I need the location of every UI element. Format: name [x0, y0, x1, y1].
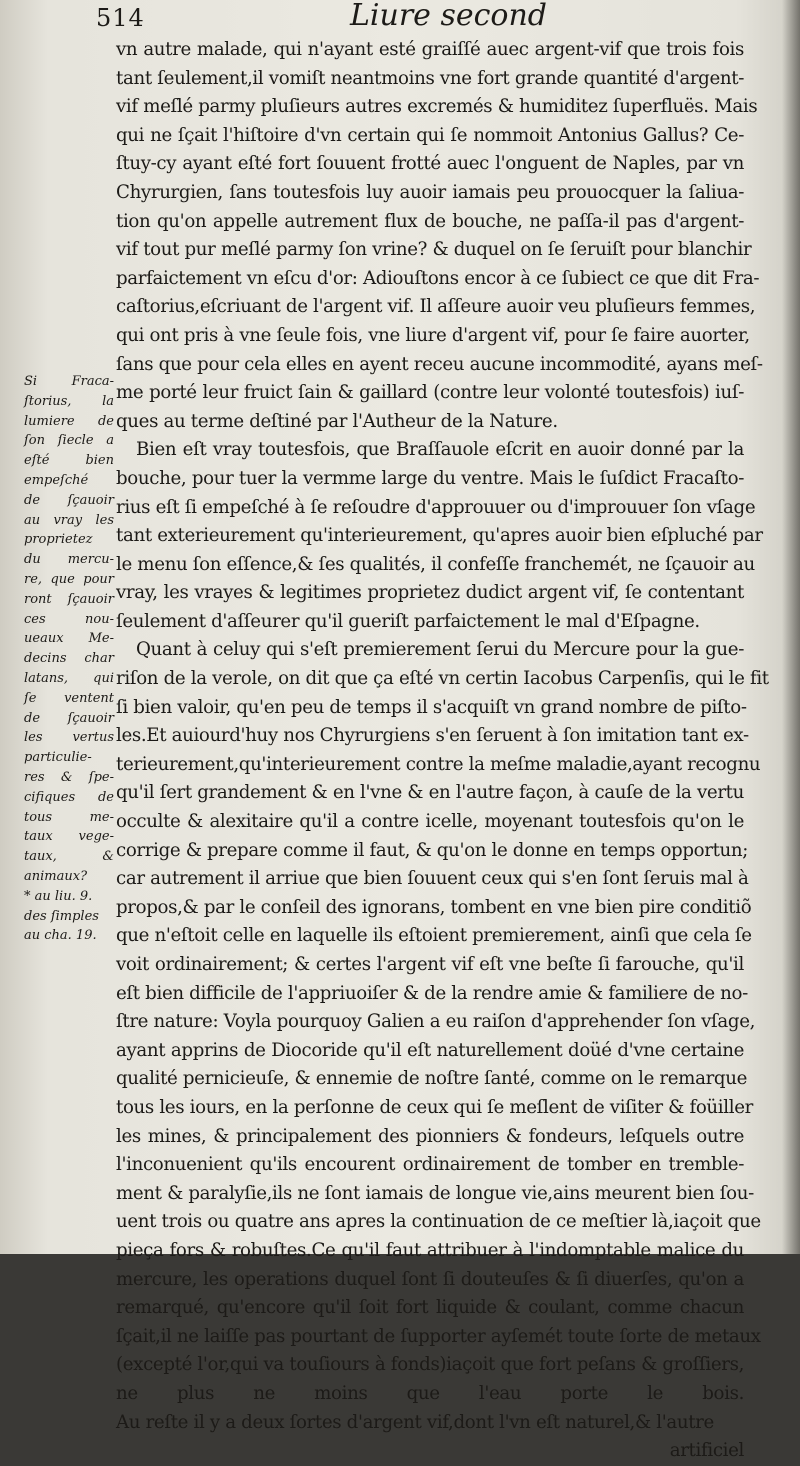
body-line: ſi bien valoir, qu'en peu de temps il s'acquiſt vn grand nombre de piſto- [116, 696, 747, 718]
body-line: ſans que pour cela elles en ayent receu aucune incommodité, ayans meſ- [116, 353, 763, 375]
body-line: vif tout pur meſlé parmy ſon vrine? & duquel on ſe ſeruiſt pour blanchir [116, 239, 752, 261]
body-line: ſtre nature: Voyla pourquoy Galien a eu raiſon d'apprehender ſon vſage, [116, 1011, 756, 1033]
body-line: eſt bien difficile de l'appriuoiſer & de la rendre amie & familiere de no- [116, 982, 748, 1004]
margin-note-line: decins char [24, 651, 114, 667]
margin-note-line: au cha. 19. [24, 928, 97, 944]
body-line: riſon de la verole, on dit que ça eſté vn certin Iacobus Carpenſis, qui le fit [116, 668, 769, 690]
margin-note-line: Si Fraca- [24, 374, 114, 389]
body-line: mercure, les operations duquel ſont ſi douteuſes & ſi diuerſes, qu'on a [116, 1268, 744, 1290]
margin-note-line: des ſimples [24, 908, 99, 924]
margin-note-line: * au liu. 9. [24, 888, 93, 904]
margin-note-line: taux vege- [24, 829, 114, 845]
margin-note-line: res & ſpe- [24, 769, 114, 785]
body-line: rius eſt ſi empeſché à ſe reſoudre d'approuuer ou d'improuuer ſon vſage [116, 496, 756, 518]
margin-note [24, 372, 114, 946]
body-line: que n'eſtoit celle en laquelle ils eſtoient premierement, ainſi que cela ſe [116, 925, 752, 947]
running-title: Liure second [350, 0, 548, 33]
body-line: occulte & alexitaire qu'il a contre icelle, moyenant toutesfois qu'on le [116, 811, 744, 833]
body-line: qui ne ſçait l'hiſtoire d'vn certain qui ſe nommoit Antonius Gallus? Ce- [116, 124, 744, 146]
body-line: me porté leur fruict ſain & gaillard (contre leur volonté toutesfois) iuſ- [116, 382, 744, 404]
body-line: ment & paralyſie,ils ne ſont iamais de longue vie,ains meurent bien ſou- [116, 1182, 754, 1204]
body-line: vif meſlé parmy pluſieurs autres excremés & humiditez ſuperfluës. Mais [116, 96, 758, 118]
body-line: ſtuy-cy ayant eſté fort ſouuent frotté auec l'onguent de Naples, par vn [116, 153, 744, 175]
body-line: terieurement,qu'interieurement contre la meſme maladie,ayant recognu [116, 753, 761, 775]
body-line: les mines, & principalement des pionniers & fondeurs, leſquels outre [116, 1125, 744, 1147]
body-line: qu'il ſert grandement & en l'vne & en l'autre façon, à cauſe de la vertu [116, 782, 744, 804]
body-line: remarqué, qu'encore qu'il ſoit fort liquide & coulant, comme chacun [116, 1297, 744, 1319]
body-line: ne plus ne moins que l'eau porte le bois. [116, 1382, 744, 1404]
margin-note-line: eſté bien [24, 453, 114, 469]
margin-note-line: empeſché [24, 472, 89, 488]
body-line: propos,& par le conſeil des ignorans, tombent en vne bien pire conditiõ [116, 896, 752, 918]
body-line: ques au terme deſtiné par l'Autheur de la Nature. [116, 410, 558, 432]
body-line: vray, les vrayes & legitimes proprietez dudict argent vif, ſe contentant [116, 582, 744, 604]
body-line: parfaictement vn eſcu d'or: Adiouſtons encor à ce ſubiect ce que dit Fra- [116, 267, 760, 289]
margin-note-line: ront ſçauoir [24, 591, 114, 607]
margin-note-line: ſe ventent [24, 690, 114, 706]
margin-note-line: ſon ſiecle a [24, 433, 114, 449]
margin-note-line: re, que pour [24, 571, 114, 587]
margin-note-line: lumiere de [24, 413, 114, 429]
margin-note-line: de ſçauoir [24, 492, 114, 508]
body-line: pieça fors & robuſtes.Ce qu'il faut attribuer à l'indomptable malice du [116, 1239, 744, 1261]
body-line: car autrement il arriue que bien ſouuent ceux qui s'en ſont ſeruis mal à [116, 868, 749, 890]
page-header [0, 0, 800, 40]
body-line: voit ordinairement; & certes l'argent vif eſt vne beſte ſi farouche, qu'il [116, 954, 744, 975]
margin-note-line: les vertus [24, 730, 114, 746]
body-line: tion qu'on appelle autrement flux de bouche, ne paſſa-il pas d'argent- [116, 210, 744, 232]
body-line: ſçait,il ne laiſſe pas pourtant de ſupporter ayſemét toute ſorte de metaux [116, 1325, 761, 1347]
body-line: ayant apprins de Diocoride qu'il eſt naturellement doüé d'vne certaine [116, 1039, 744, 1061]
body-line: Au reſte il y a deux ſortes d'argent vif,dont l'vn eſt naturel,& l'autre [116, 1411, 714, 1433]
margin-note-line: ſtorius, la [24, 393, 114, 409]
body-line: qualité pernicieuſe, & ennemie de noſtre ſanté, comme on le remarque [116, 1068, 747, 1090]
body-line: ſeulement d'aſſeurer qu'il gueriſt parfaictement le mal d'Eſpagne. [116, 610, 700, 632]
body-line: artificiel [669, 1440, 744, 1462]
margin-note-line: animaux? [24, 868, 88, 884]
margin-note-line: proprietez [24, 532, 93, 548]
page-number: 514 [96, 4, 145, 32]
margin-note-line: du mercu- [24, 552, 114, 568]
margin-note-line: particulie- [24, 750, 92, 766]
body-line: Chyrurgien, ſans toutesfois luy auoir iamais peu prouocquer la ſaliua- [116, 181, 744, 203]
body-text [116, 36, 769, 1466]
body-line: tous les iours, en la perſonne de ceux qui ſe meſlent de viſiter & foüiller [116, 1096, 753, 1118]
body-line: le menu ſon eſſence,& ſes qualités, il confeſſe franchemét, ne ſçauoir au [116, 553, 755, 575]
body-line: uent trois ou quatre ans apres la continuation de ce meſtier là,iaçoit que [116, 1211, 761, 1233]
margin-note-line: de ſçauoir [24, 710, 114, 726]
body-line: qui ont pris à vne ſeule fois, vne liure d'argent vif, pour ſe faire auorter, [116, 324, 750, 346]
margin-note-line: ueaux Me- [24, 631, 114, 647]
body-line: (excepté l'or,qui va touſiours à fonds)iaçoit que fort peſans & groſſiers, [116, 1354, 744, 1376]
body-line: les.Et auiourd'huy nos Chyrurgiens s'en ſeruent à ſon imitation tant ex- [116, 725, 749, 747]
margin-note-line: latans, qui [24, 670, 114, 686]
body-line: vn autre malade, qui n'ayant esté graiſſé auec argent-vif que trois fois [116, 39, 744, 60]
body-line: bouche, pour tuer la vermme large du ventre. Mais le ſuſdict Fracaſto- [116, 467, 744, 489]
margin-note-line: taux, & [24, 849, 114, 865]
margin-note-line: au vray les [24, 512, 114, 528]
body-line: Quant à celuy qui s'eſt premierement ſerui du Mercure pour la gue- [136, 639, 744, 661]
body-line: tant exterieurement qu'interieurement, qu'apres auoir bien eſpluché par [116, 525, 763, 547]
body-line: caſtorius,eſcriuant de l'argent vif. Il aſſeure auoir veu pluſieurs femmes, [116, 296, 756, 318]
body-line: Bien eſt vray toutesfois, que Braſſauole eſcrit en auoir donné par la [136, 439, 744, 461]
margin-note-line: cifiques de [24, 789, 114, 805]
margin-note-line: ces nou- [24, 611, 114, 627]
body-line: tant ſeulement,il vomiſt neantmoins vne fort grande quantité d'argent- [116, 67, 744, 89]
body-line: l'inconuenient qu'ils encourent ordinairement de tomber en tremble- [116, 1154, 744, 1176]
body-line: corrige & prepare comme il faut, & qu'on le donne en temps opportun; [116, 839, 749, 861]
margin-note-line: tous me- [24, 809, 114, 825]
